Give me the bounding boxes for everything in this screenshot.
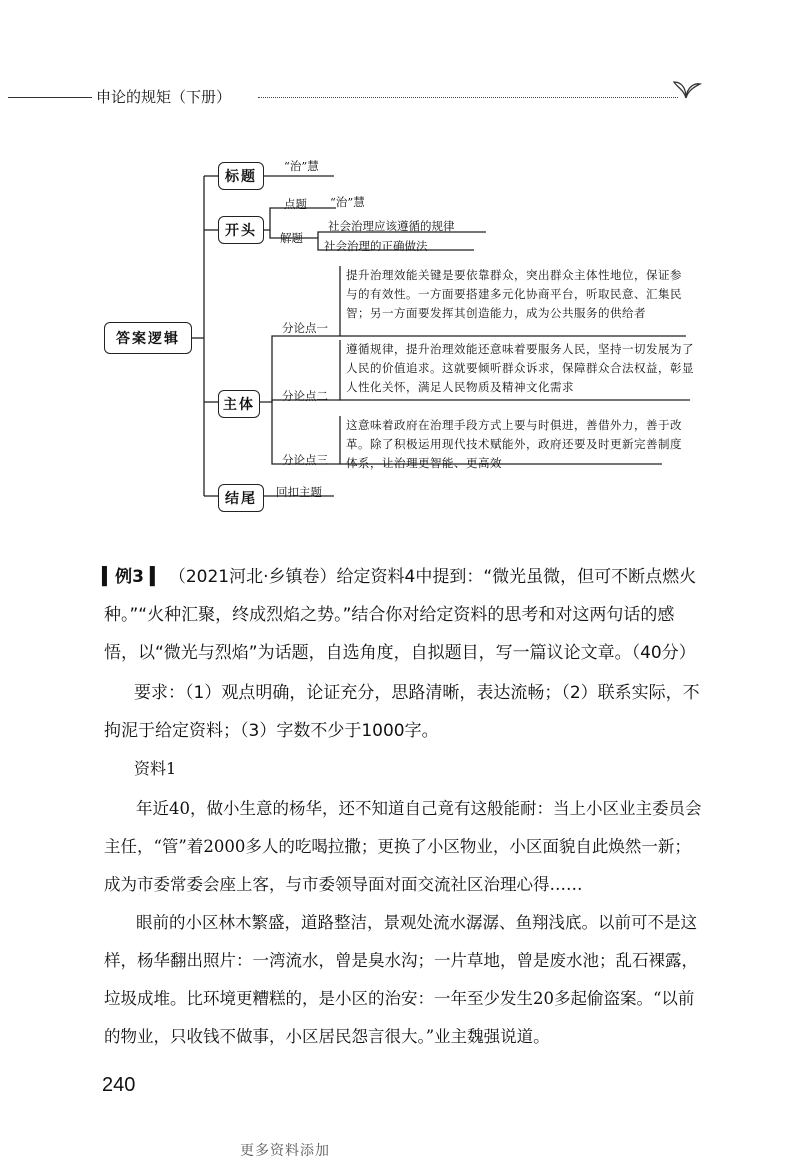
opening-point-label: 点题 xyxy=(284,197,307,211)
material-paragraph: 眼前的小区林木繁盛，道路整洁，景观处流水潺潺、鱼翔浅底。以前可不是这样，杨华翻出照片：一湾流水，曾是臭水沟；一片草地，曾是废水池；乱石裸露，垃圾成堆。比环境更糟糕的，是小区的治安：一年至少发生20多起偷盗案。“以前的物业，只收钱不做事，小区居民怨言很大。”业主魏强说道。 xyxy=(104,913,698,1046)
opening-point-value: “治”慧 xyxy=(330,195,365,209)
page-number: 240 xyxy=(102,1074,136,1096)
mindmap-node-title: 标题 xyxy=(218,162,264,190)
footer-watermark-text: 更多资料添加 xyxy=(240,1143,330,1159)
body-point-text: 这意味着政府在治理手段方式上要与时俱进，善借外力，善于改革。除了积极运用现代技术赋能外，政府还要及时更新完善制度体系，让治理更智能、更高效 xyxy=(346,418,682,470)
running-header-title: 申论的规矩（下册） xyxy=(96,88,232,106)
ending-note: 回扣主题 xyxy=(276,485,322,499)
body-point-label: 分论点二 xyxy=(282,389,328,403)
material-paragraph: 年近40，做小生意的杨华，还不知道自己竟有这般能耐：当上小区业主委员会主任，“管”着2000多人的吃喝拉撒；更换了小区物业，小区面貌自此焕然一新；成为市委常委会座上客，与市委领导面对面交流社区治理心得…… xyxy=(104,799,702,894)
header-rule-right xyxy=(258,97,678,98)
opening-explain-item: 社会治理应该遵循的规律 xyxy=(328,219,455,233)
leaf-icon xyxy=(672,78,702,100)
opening-explain-label: 解题 xyxy=(280,231,303,245)
opening-explain-item: 社会治理的正确做法 xyxy=(324,239,428,253)
body-point-label: 分论点一 xyxy=(282,321,328,335)
body-point-text: 提升治理效能关键是要依靠群众，突出群众主体性地位，保证参与的有效性。一方面要搭建多元化协商平台，听取民意、汇集民智；另一方面要发挥其创造能力，成为公共服务的供给者 xyxy=(346,268,682,320)
body-point-label: 分论点三 xyxy=(282,453,328,467)
material-heading: 资料1 xyxy=(134,759,177,778)
header-rule-left xyxy=(8,97,92,98)
mindmap-root-node: 答案逻辑 xyxy=(104,322,192,354)
example-question-text: （2021河北·乡镇卷）给定资料4中提到：“微光虽微，但可不断点燃火种。”“火种汇聚，终成烈焰之势。”结合你对给定资料的思考和对这两句话的感悟，以“微光与烈焰”为话题，自选角度，自拟题目，写一篇议论文章。（40分） xyxy=(104,567,697,663)
example-question: ▍例3 ▍ （2021河北·乡镇卷）给定资料4中提到：“微光虽微，但可不断点燃火种。”“火种汇聚，终成烈焰之势。”结合你对给定资料的思考和对这两句话的感悟，以“微光与烈焰”为话题，自选角度，自拟题目，写一篇议论文章。（40分） xyxy=(102,567,697,663)
mindmap-node-ending: 结尾 xyxy=(218,484,264,512)
body-point-text: 遵循规律，提升治理效能还意味着要服务人民，坚持一切发展为了人民的价值追求。这就要倾听群众诉求，保障群众合法权益，彰显人性化关怀，满足人民物质及精神文化需求 xyxy=(346,342,694,394)
mindmap-node-opening: 开头 xyxy=(218,216,264,244)
mindmap-node-body: 主体 xyxy=(218,390,260,418)
example-tag: 例3 xyxy=(115,567,144,587)
example-requirement: 要求：（1）观点明确，论证充分，思路清晰，表达流畅；（2）联系实际，不拘泥于给定资料；（3）字数不少于1000字。 xyxy=(104,683,700,741)
title-note: “治”慧 xyxy=(284,159,319,173)
